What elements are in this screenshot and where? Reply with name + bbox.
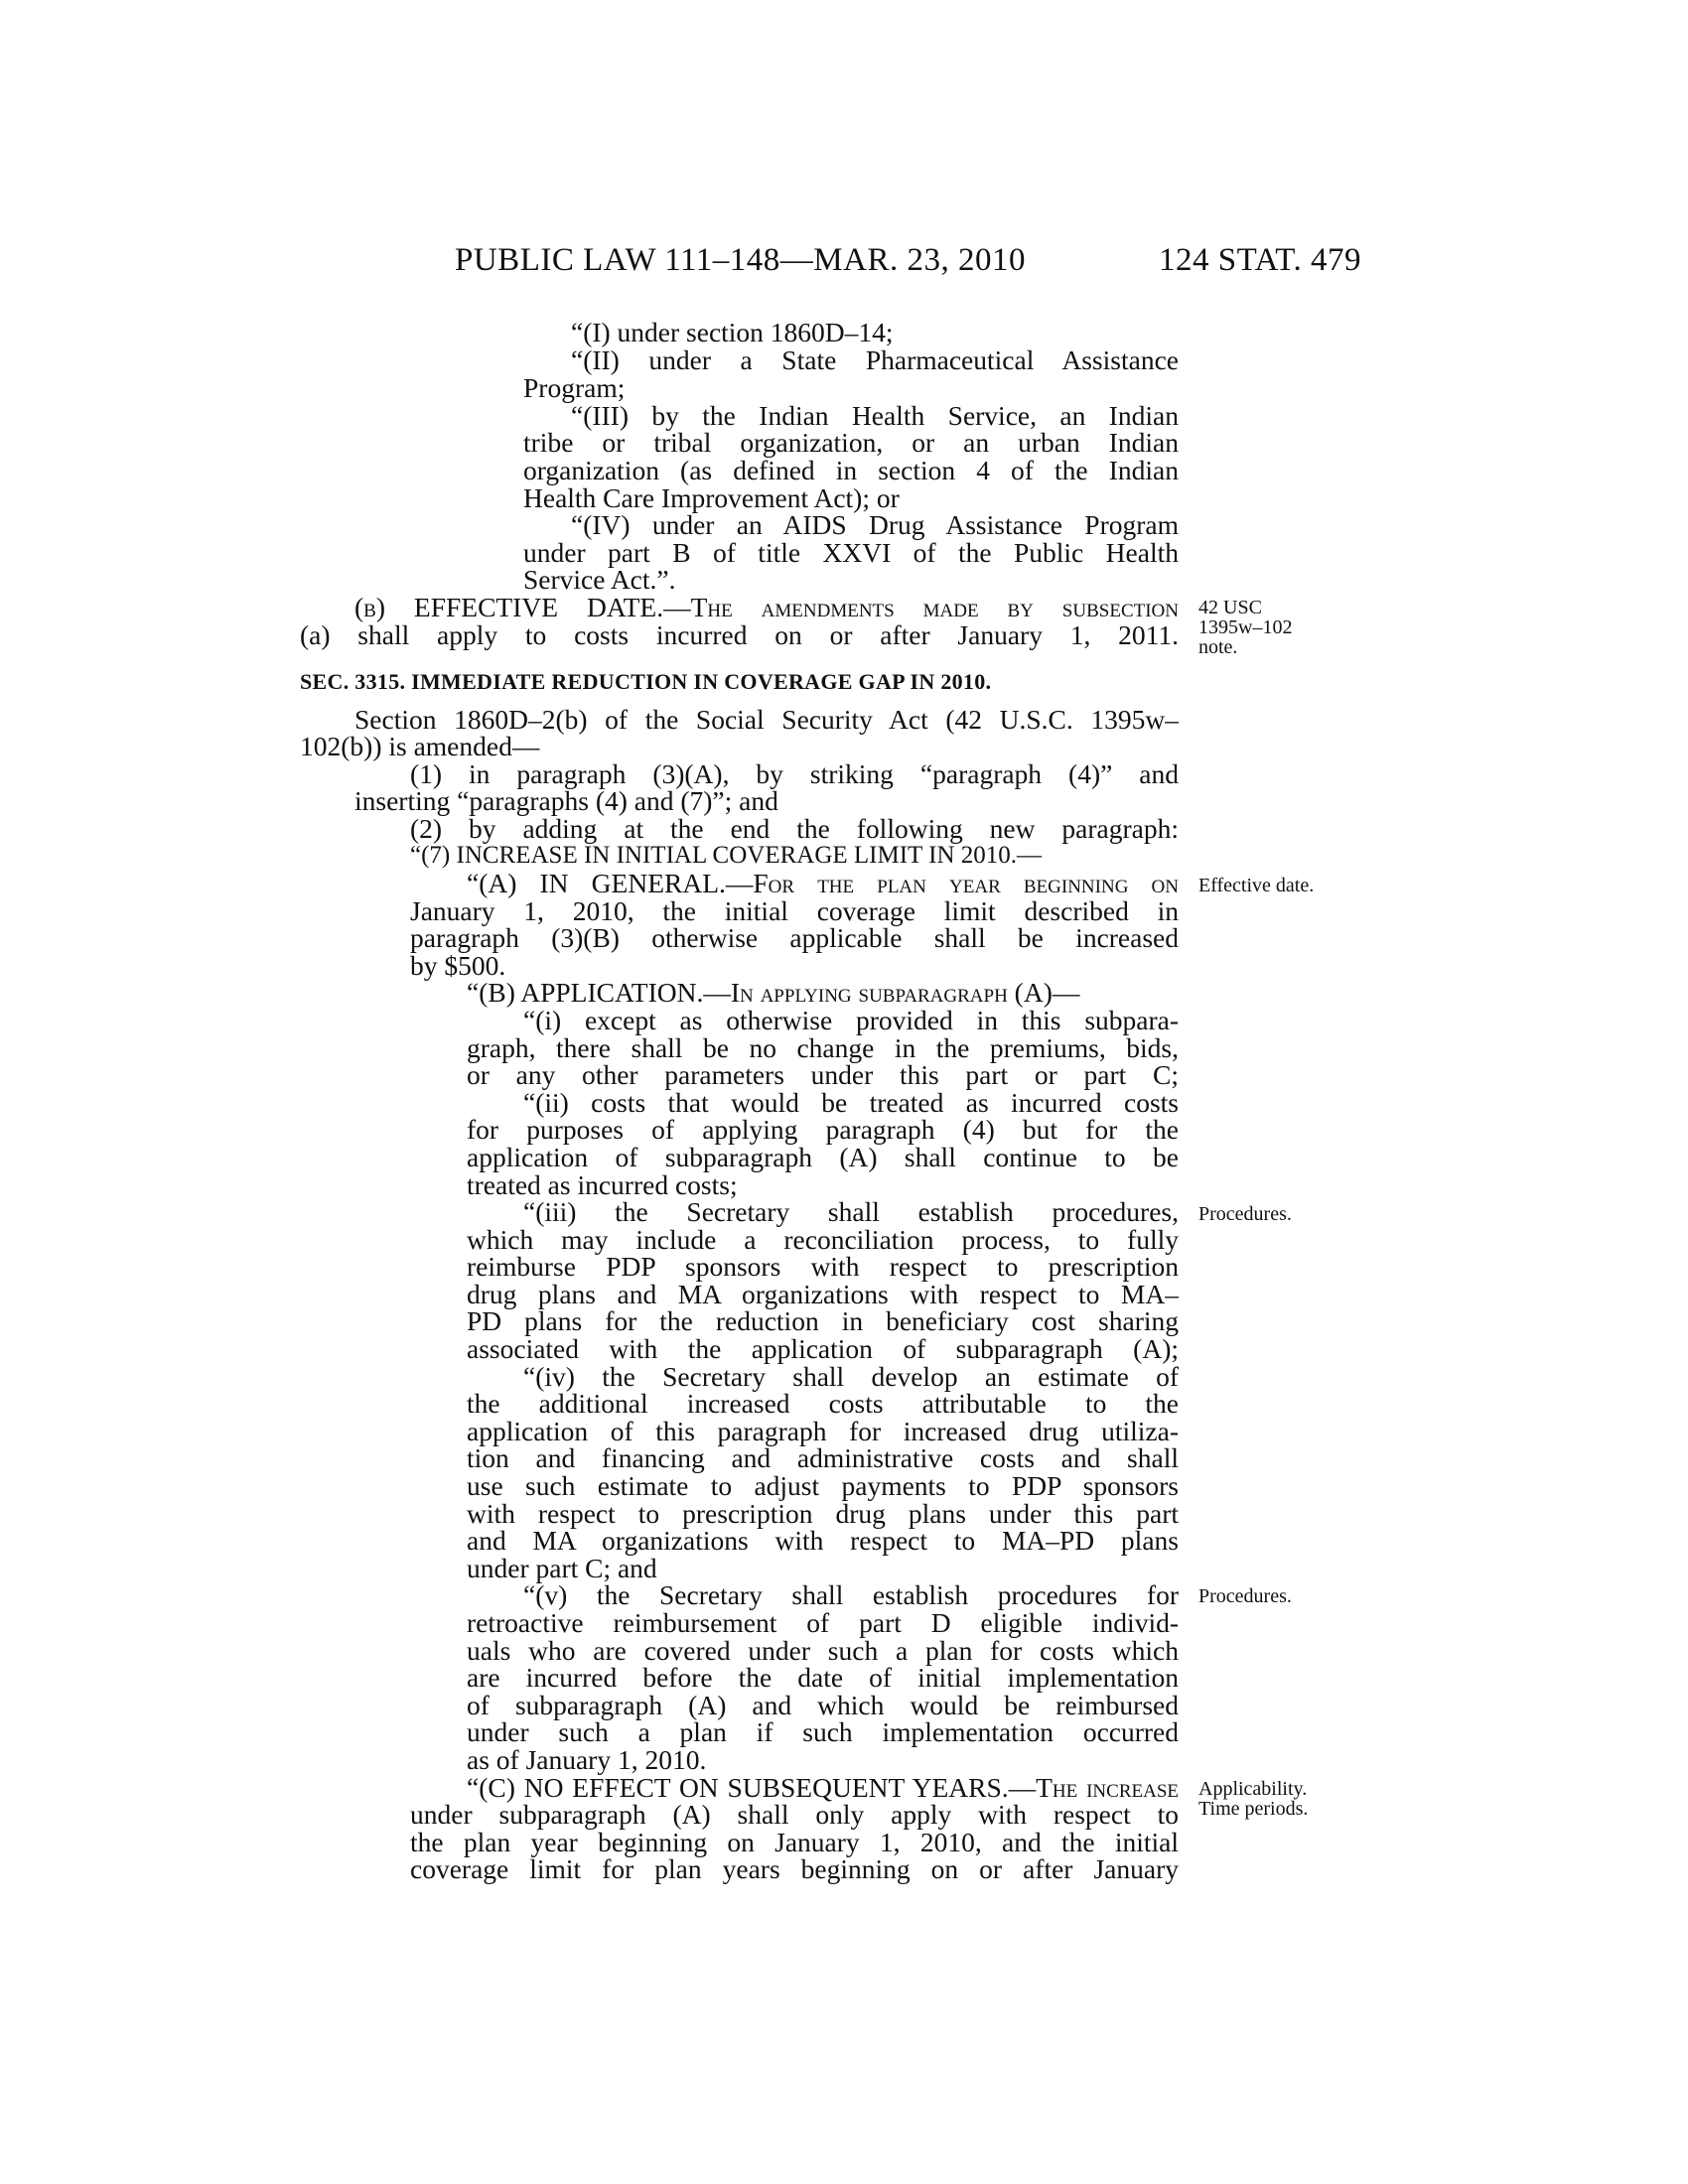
margin-note-effective-date: Effective date.: [1198, 875, 1315, 896]
body-line: reimburse PDP sponsors with respect to prescription: [467, 1251, 1179, 1282]
body-line: “(II) under a State Pharmaceutical Assistance: [571, 344, 1179, 375]
body-line: “(ii) costs that would be treated as incurred costs: [523, 1087, 1179, 1118]
body-line: with respect to prescription drug plans under this part: [467, 1498, 1179, 1529]
body-line: application of subparagraph (A) shall continue to be: [467, 1142, 1179, 1172]
body-line: “(iii) the Secretary shall establish procedures,: [523, 1196, 1179, 1227]
margin-note-line: 1395w–102: [1198, 616, 1293, 638]
body-line: use such estimate to adjust payments to PDP sponsors: [467, 1470, 1179, 1501]
body-line: (a) shall apply to costs incurred on or after January 1, 2011.: [300, 619, 1179, 650]
body-line: the additional increased costs attributable to the: [467, 1388, 1179, 1419]
body-line: tribe or tribal organization, or an urban Indian: [523, 427, 1179, 458]
body-line: “(B) APPLICATION.—In applying subparagraph (A)—: [467, 977, 1080, 1008]
body-line: of subparagraph (A) and which would be reimbursed: [467, 1690, 1179, 1720]
body-line: “(iv) the Secretary shall develop an estimate of: [523, 1361, 1179, 1392]
margin-note-procedures: Procedures.: [1198, 1203, 1292, 1225]
body-line: Service Act.”.: [523, 564, 676, 595]
body-line: “(7) INCREASE IN INITIAL COVERAGE LIMIT IN 2010.—: [410, 842, 1043, 869]
body-line: “(v) the Secretary shall establish procedures for: [523, 1579, 1179, 1610]
body-line: inserting “paragraphs (4) and (7)”; and: [354, 785, 778, 816]
page-header-right: 124 STAT. 479: [1159, 242, 1362, 278]
body-line: are incurred before the date of initial implementation: [467, 1662, 1179, 1693]
body-line: uals who are covered under such a plan for costs which: [467, 1635, 1179, 1666]
body-line: under part C; and: [467, 1553, 657, 1583]
body-line: (2) by adding at the end the following new paragraph:: [410, 813, 1179, 844]
body-line: organization (as defined in section 4 of the Indian: [523, 455, 1179, 485]
body-line: “(III) by the Indian Health Service, an Indian: [571, 400, 1179, 431]
body-line: coverage limit for plan years beginning on or after January: [410, 1853, 1179, 1884]
body-line: the plan year beginning on January 1, 2010, and the initial: [410, 1827, 1179, 1857]
body-line: under part B of title XXVI of the Public Health: [523, 537, 1179, 568]
body-line: “(A) IN GENERAL.—For the plan year beginning on: [467, 868, 1179, 898]
body-line: tion and financing and administrative costs and shall: [467, 1442, 1179, 1473]
body-line: associated with the application of subparagraph (A);: [467, 1333, 1179, 1364]
body-line: (b) EFFECTIVE DATE.—The amendments made by subsection: [354, 592, 1179, 622]
body-line: “(C) NO EFFECT ON SUBSEQUENT YEARS.—The increase: [467, 1772, 1179, 1803]
body-line: PD plans for the reduction in beneficiary cost sharing: [467, 1305, 1179, 1336]
body-line: for purposes of applying paragraph (4) but for the: [467, 1114, 1179, 1145]
margin-note-line: Time periods.: [1198, 1798, 1309, 1820]
section-heading: SEC. 3315. IMMEDIATE REDUCTION IN COVERAGE GAP IN 2010.: [300, 669, 992, 694]
body-line: 102(b)) is amended—: [300, 731, 540, 761]
body-line: Section 1860D–2(b) of the Social Security Act (42 U.S.C. 1395w–: [354, 704, 1179, 735]
body-line: which may include a reconciliation process, to fully: [467, 1224, 1179, 1255]
body-line: by $500.: [410, 950, 506, 981]
body-line: January 1, 2010, the initial coverage limit described in: [410, 895, 1179, 926]
body-line: under subparagraph (A) shall only apply with respect to: [410, 1799, 1179, 1830]
body-line: paragraph (3)(B) otherwise applicable shall be increased: [410, 922, 1179, 953]
body-line: under such a plan if such implementation occurred: [467, 1716, 1179, 1747]
body-line: drug plans and MA organizations with respect to MA–: [467, 1279, 1179, 1309]
body-line: Program;: [523, 372, 626, 403]
body-line: and MA organizations with respect to MA–PD plans: [467, 1525, 1179, 1556]
margin-note-procedures: Procedures.: [1198, 1585, 1292, 1607]
margin-note-applicability: [1198, 1779, 1308, 1819]
body-line: or any other parameters under this part or part C;: [467, 1059, 1179, 1090]
body-line: (1) in paragraph (3)(A), by striking “paragraph (4)” and: [410, 758, 1179, 789]
page-header-left: PUBLIC LAW 111–148—MAR. 23, 2010: [455, 242, 1026, 278]
margin-note-usc: [1198, 598, 1292, 657]
body-line: treated as incurred costs;: [467, 1169, 738, 1200]
margin-note-line: 42 USC: [1198, 597, 1262, 618]
body-line: “(IV) under an AIDS Drug Assistance Program: [571, 509, 1179, 540]
body-line: as of January 1, 2010.: [467, 1744, 707, 1775]
body-line: “(I) under section 1860D–14;: [571, 317, 894, 347]
body-line: retroactive reimbursement of part D eligible individ-: [467, 1607, 1179, 1638]
body-line: Health Care Improvement Act); or: [523, 482, 900, 513]
margin-note-line: note.: [1198, 636, 1238, 658]
body-line: graph, there shall be no change in the premiums, bids,: [467, 1032, 1179, 1063]
margin-note-line: Applicability.: [1198, 1778, 1308, 1800]
body-line: “(i) except as otherwise provided in this subpara-: [523, 1005, 1179, 1035]
body-line: application of this paragraph for increased drug utiliza-: [467, 1416, 1179, 1446]
